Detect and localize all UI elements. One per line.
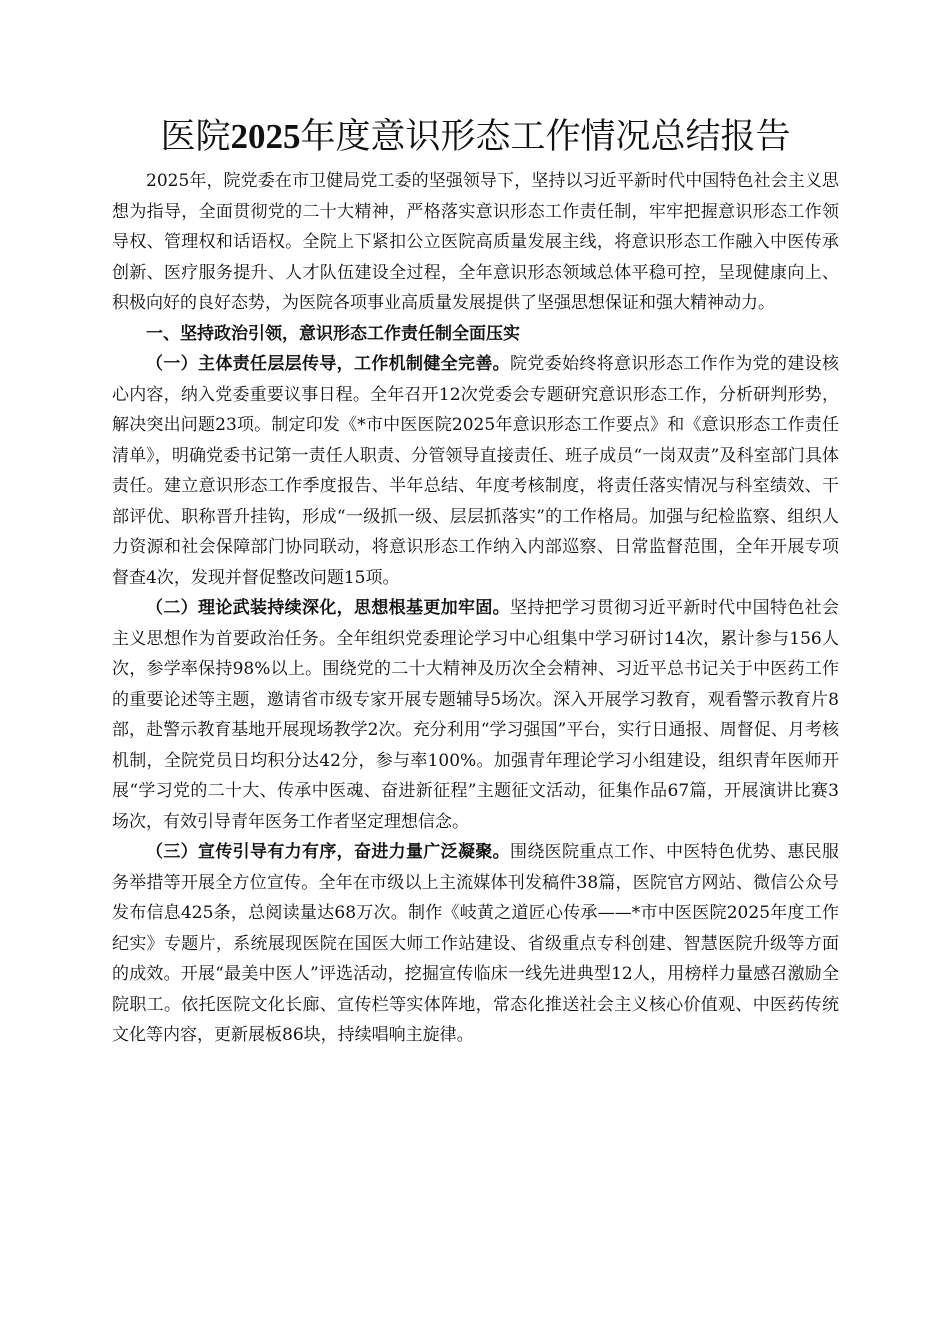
subsection-body: 围绕医院重点工作、中医特色优势、惠民服务举措等开展全方位宣传。全年在市级以上主流媒体刊发稿件38篇，医院官方网站、微信公众号发布信息425条，总阅读量达68万次。制作《岐黄之道匠心传承——*市中医医院2025年度工作纪实》专题片，系统展现医院在国医大师工作站建设、省级重点专科创建、智慧医院升级等方面的成效。开展“最美中医人”评选活动，挖掘宣传临床一线先进典型12人，用榜样力量感召激励全院职工。依托医院文化长廊、宣传栏等实体阵地，常态化推送社会主义核心价值观、中医药传统文化等内容，更新展板86块，持续唱响主旋律。 <box>112 842 839 1045</box>
subsection-heading: （一）主体责任层层传导，工作机制健全完善。 <box>146 354 510 374</box>
title-suffix: 年度意识形态工作情况总结报告 <box>300 117 791 157</box>
document-body <box>112 108 839 1051</box>
title-prefix: 医院 <box>160 117 231 157</box>
subsection-paragraph <box>112 593 839 837</box>
intro-paragraph: 2025年，院党委在市卫健局党工委的坚强领导下，坚持以习近平新时代中国特色社会主义思想为指导，全面贯彻党的二十大精神，严格落实意识形态工作责任制，牢牢把握意识形态工作领导权、管理权和话语权。全院上下紧扣公立医院高质量发展主线，将意识形态工作融入中医传承创新、医疗服务提升、人才队伍建设全过程，全年意识形态领域总体平稳可控，呈现健康向上、积极向好的良好态势，为医院各项事业高质量发展提供了坚强思想保证和强大精神动力。 <box>112 171 839 313</box>
document-title <box>112 108 839 166</box>
subsection-paragraph <box>112 349 839 593</box>
subsection-paragraph <box>112 837 839 1051</box>
subsection-heading: （三）宣传引导有力有序，奋进力量广泛凝聚。 <box>146 842 510 862</box>
subsection-heading: （二）理论武装持续深化，思想根基更加牢固。 <box>146 598 510 618</box>
subsection-body: 院党委始终将意识形态工作作为党的建设核心内容，纳入党委重要议事日程。全年召开12次党委会专题研究意识形态工作，分析研判形势，解决突出问题23项。制定印发《*市中医医院2025年意识形态工作要点》和《意识形态工作责任清单》，明确党委书记第一责任人职责、分管领导直接责任、班子成员“一岗双责”及科室部门具体责任。建立意识形态工作季度报告、半年总结、年度考核制度，将责任落实情况与科室绩效、干部评优、职称晋升挂钩，形成“一级抓一级、层层抓落实”的工作格局。加强与纪检监察、组织人力资源和社会保障部门协同联动，将意识形态工作纳入内部巡察、日常监督范围，全年开展专项督查4次，发现并督促整改问题15项。 <box>112 354 839 588</box>
title-year: 2025 <box>230 117 301 156</box>
subsection-body: 坚持把学习贯彻习近平新时代中国特色社会主义思想作为首要政治任务。全年组织党委理论学习中心组集中学习研讨14次，累计参与156人次，参学率保持98%以上。围绕党的二十大精神及历次全会精神、习近平总书记关于中医药工作的重要论述等主题，邀请省市级专家开展专题辅导5场次。深入开展学习教育，观看警示教育片8部，赴警示教育基地开展现场教学2次。充分利用“学习强国”平台，实行日通报、周督促、月考核机制，全院党员日均积分达42分，参与率100%。加强青年理论学习小组建设，组织青年医师开展“学习党的二十大、传承中医魂、奋进新征程”主题征文活动，征集作品67篇，开展演讲比赛3场次，有效引导青年医务工作者坚定理想信念。 <box>112 598 839 832</box>
section-heading: 一、坚持政治引领，意识形态工作责任制全面压实 <box>146 323 520 344</box>
